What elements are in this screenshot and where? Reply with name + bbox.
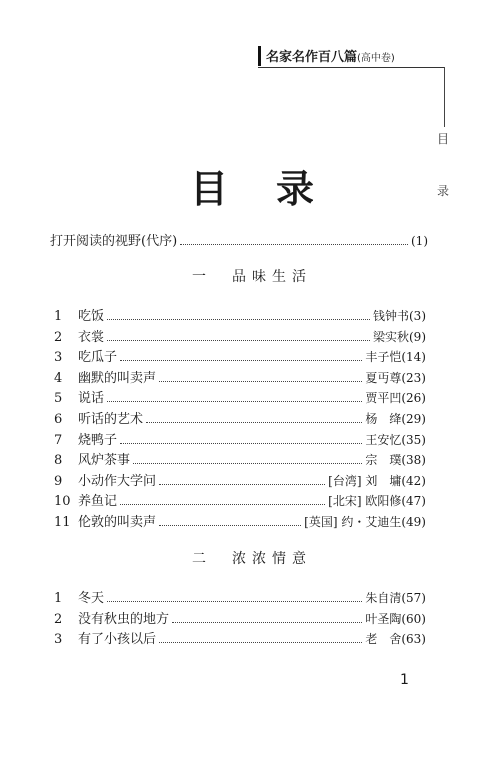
entry-title: 吃饭: [78, 309, 105, 324]
toc-entry[interactable]: [50, 628, 426, 646]
entry-title: 没有秋虫的地方: [78, 611, 170, 627]
dot-leader: [172, 612, 362, 623]
entry-author: 丰子恺: [365, 350, 402, 365]
entry-title: 说话: [78, 391, 105, 407]
dot-leader: [159, 371, 362, 382]
side-mark-lu: 录: [437, 184, 450, 198]
entry-page: (9): [409, 329, 426, 344]
dot-leader: [120, 433, 362, 444]
preface-title: 打开阅读的视野(代序): [50, 234, 178, 249]
section-title-1: 一 品味生活: [192, 269, 312, 285]
entry-title: 听话的艺术: [78, 412, 144, 427]
toc-preface[interactable]: [50, 230, 428, 248]
entry-number: 3: [54, 350, 63, 366]
toc-entry[interactable]: [50, 608, 426, 626]
toc-entry[interactable]: [50, 387, 426, 405]
entry-number: 6: [54, 412, 63, 427]
entry-page: (23): [401, 370, 426, 385]
entry-author: 梁实秋: [372, 329, 409, 344]
entry-number: 9: [54, 473, 63, 489]
dot-leader: [120, 350, 362, 361]
entry-number: 11: [54, 515, 71, 530]
toc-entry[interactable]: [50, 305, 426, 323]
entry-page: (14): [401, 350, 426, 365]
entry-page: (26): [401, 391, 426, 406]
series-title: [266, 46, 395, 65]
dot-leader: [133, 453, 362, 464]
page-title: 目录: [189, 167, 362, 211]
entry-page: (3): [409, 309, 426, 323]
toc-entry[interactable]: [50, 449, 426, 467]
series-title-sub: (高中卷): [357, 53, 395, 64]
entry-title: 伦敦的叫卖声: [78, 515, 157, 530]
entry-number: 1: [54, 591, 63, 606]
entry-number: 2: [54, 611, 63, 627]
entry-author: 朱自清: [365, 591, 402, 605]
entry-number: 10: [54, 494, 71, 510]
entry-title: 风炉茶事: [78, 453, 131, 469]
entry-number: 1: [54, 309, 63, 324]
entry-number: 5: [54, 391, 63, 407]
entry-page: (47): [401, 494, 426, 509]
entry-author: 钱钟书: [372, 309, 409, 323]
entry-author: 夏丏尊: [365, 370, 402, 385]
entry-page: (60): [401, 611, 426, 626]
entry-author: 贾平凹: [365, 391, 402, 406]
entry-page: (38): [401, 453, 426, 468]
toc-entry[interactable]: [50, 490, 426, 508]
dot-leader: [107, 591, 362, 602]
header-rule: [258, 67, 444, 68]
entry-page: (29): [401, 412, 426, 426]
entry-title: 小动作大学问: [78, 473, 157, 489]
toc-entry[interactable]: [50, 587, 426, 605]
dot-leader: [107, 391, 362, 402]
dot-leader: [159, 474, 325, 485]
entry-number: 4: [54, 370, 63, 386]
entry-title: 幽默的叫卖声: [78, 370, 157, 386]
toc-entry[interactable]: [50, 470, 426, 488]
dot-leader: [159, 515, 301, 526]
dot-leader: [107, 309, 370, 320]
series-title-main: 名家名作百八篇: [266, 50, 358, 65]
dot-leader: [107, 330, 370, 341]
dot-leader: [159, 632, 362, 643]
entry-author: 杨 绛: [365, 412, 402, 426]
entry-page: (63): [401, 632, 426, 647]
entry-title: 有了小孩以后: [78, 632, 157, 648]
toc-entry[interactable]: [50, 346, 426, 364]
page-number: 1: [400, 672, 409, 688]
entry-number: 3: [54, 632, 63, 648]
entry-title: 烧鸭子: [78, 432, 118, 448]
preface-page: (1): [411, 234, 428, 248]
header-bar: [258, 46, 261, 66]
entry-number: 7: [54, 432, 63, 448]
entry-author: [台湾] 刘 墉: [328, 473, 402, 488]
entry-author: [英国] 约・艾迪生: [304, 515, 402, 529]
entry-author: [北宋] 欧阳修: [328, 494, 402, 509]
side-rule: [444, 67, 445, 127]
entry-title: 吃瓜子: [78, 350, 118, 366]
entry-page: (35): [401, 432, 426, 447]
side-mark-mu: 目: [437, 132, 450, 146]
toc-entry[interactable]: [50, 429, 426, 447]
entry-page: (49): [401, 515, 426, 529]
entry-author: 老 舍: [365, 632, 402, 647]
entry-page: (42): [401, 473, 426, 488]
entry-author: 宗 璞: [365, 453, 402, 468]
toc-entry[interactable]: [50, 511, 426, 529]
entry-title: 衣裳: [78, 329, 105, 345]
toc-entry[interactable]: [50, 408, 426, 426]
toc-entry[interactable]: [50, 326, 426, 344]
entry-author: 叶圣陶: [365, 611, 402, 626]
section-title-2: 二 浓浓情意: [192, 551, 312, 567]
dot-leader: [146, 412, 362, 423]
entry-number: 2: [54, 329, 63, 345]
dot-leader: [180, 234, 408, 245]
entry-number: 8: [54, 453, 63, 469]
entry-title: 冬天: [78, 591, 105, 606]
dot-leader: [120, 494, 325, 505]
entry-title: 养鱼记: [78, 494, 118, 510]
toc-entry[interactable]: [50, 367, 426, 385]
entry-author: 王安忆: [365, 432, 402, 447]
entry-page: (57): [401, 591, 426, 605]
